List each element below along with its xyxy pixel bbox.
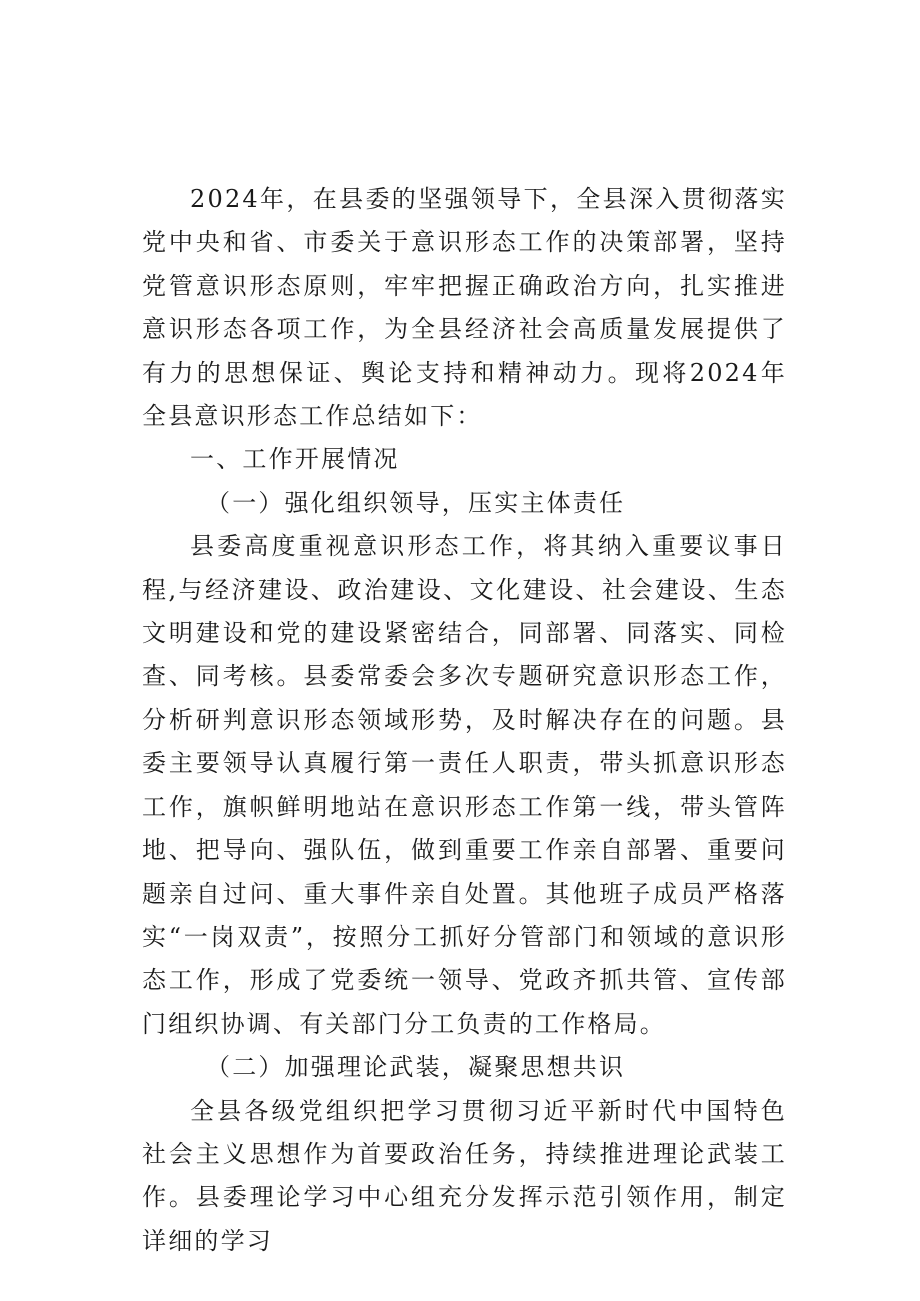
document-body xyxy=(142,178,787,1263)
section-heading-1: 一、工作开展情况 xyxy=(190,445,400,474)
intro-paragraph: 2024年，在县委的坚强领导下，全县深入贯彻落实党中央和省、市委关于意识形态工作的决策部署，坚持党管意识形态原则，牢牢把握正确政治方向，扎实推进意识形态各项工作，为全县经济社会高质量发展提供了有力的思想保证、舆论支持和精神动力。现将2024年全县意识形态工作总结如下： xyxy=(142,185,787,431)
subsection-heading-2: （二）加强理论武装，凝聚思想共识 xyxy=(206,1053,626,1082)
subsection-heading-1: （一）强化组织领导，压实主体责任 xyxy=(206,488,626,517)
body-paragraph-1: 县委高度重视意识形态工作，将其纳入重要议事日程,与经济建设、政治建设、文化建设、社会建设、生态文明建设和党的建设紧密结合，同部署、同落实、同检查、同考核。县委常委会多次专题研究意识形态工作，分析研判意识形态领域形势，及时解决存在的问题。县委主要领导认真履行第一责任人职责，带头抓意识形态工作，旗帜鲜明地站在意识形态工作第一线，带头管阵地、把导向、强队伍，做到重要工作亲自部署、重要问题亲自过问、重大事件亲自处置。其他班子成员严格落实“一岗双责”，按照分工抓好分管部门和领域的意识形态工作，形成了党委统一领导、党政齐抓共管、宣传部门组织协调、有关部门分工负责的工作格局。 xyxy=(142,532,787,1038)
body-paragraph-2: 全县各级党组织把学习贯彻习近平新时代中国特色社会主义思想作为首要政治任务，持续推进理论武装工作。县委理论学习中心组充分发挥示范引领作用，制定详细的学习 xyxy=(142,1096,787,1255)
